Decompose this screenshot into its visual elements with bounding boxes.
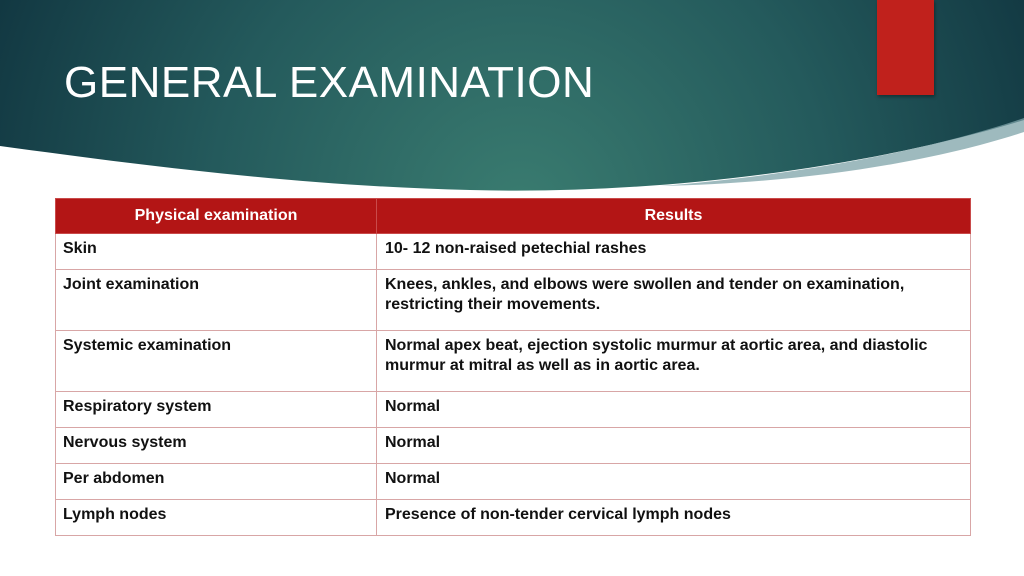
row-result: Normal apex beat, ejection systolic murmur at aortic area, and diastolic murmur at mitral as well as in aortic area. bbox=[377, 331, 971, 392]
row-label: Per abdomen bbox=[56, 464, 377, 500]
table-row bbox=[56, 464, 971, 500]
page-title: GENERAL EXAMINATION bbox=[64, 58, 595, 107]
row-result: Knees, ankles, and elbows were swollen and tender on examination, restricting their movements. bbox=[377, 270, 971, 331]
examination-table bbox=[55, 198, 971, 536]
table-row bbox=[56, 234, 971, 270]
row-label: Lymph nodes bbox=[56, 500, 377, 536]
row-result: Normal bbox=[377, 392, 971, 428]
accent-bar bbox=[877, 0, 934, 95]
row-label: Respiratory system bbox=[56, 392, 377, 428]
column-header-physical-examination: Physical examination bbox=[56, 199, 377, 234]
table-row bbox=[56, 500, 971, 536]
table-header-row bbox=[56, 199, 971, 234]
row-label: Skin bbox=[56, 234, 377, 270]
row-result: 10- 12 non-raised petechial rashes bbox=[377, 234, 971, 270]
table-row bbox=[56, 392, 971, 428]
table-row bbox=[56, 428, 971, 464]
row-result: Normal bbox=[377, 464, 971, 500]
row-result: Presence of non-tender cervical lymph nodes bbox=[377, 500, 971, 536]
table-row bbox=[56, 331, 971, 392]
row-result: Normal bbox=[377, 428, 971, 464]
row-label: Nervous system bbox=[56, 428, 377, 464]
row-label: Joint examination bbox=[56, 270, 377, 331]
row-label: Systemic examination bbox=[56, 331, 377, 392]
column-header-results: Results bbox=[377, 199, 971, 234]
table-row bbox=[56, 270, 971, 331]
